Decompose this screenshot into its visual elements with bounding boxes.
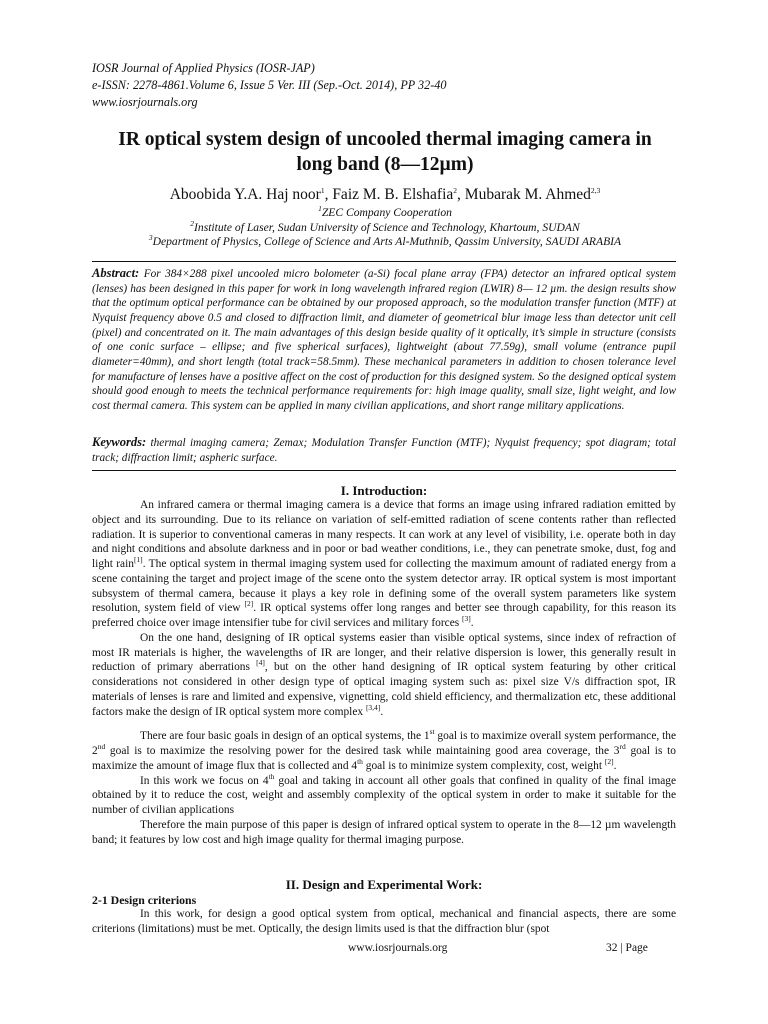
author-3-affil: 2,3: [590, 185, 601, 195]
citation[interactable]: [4]: [256, 658, 265, 668]
section-1-body: [92, 498, 676, 847]
abstract-text: For 384×288 pixel uncooled micro bolometer (a-Si) focal plane array (FPA) detector an infrared optical system (lenses) has been designed in this paper for work in long wavelength infrared region (LWIR) 8— 12 µm. the design results show that the optimum optical performance can be obtained by our proposed approach, so the modulation transfer function (MTF) at Nyquist frequency above 0.5 and closed to diffraction limit, and diameter of geometrical blur image less than detector unit cell (pixel) and concentrated on it. The main advantages of this design beside quality of it optically, it’s simple in structure (consists of one conic surface – ellipse; and five spherical surfaces), lightweight (about 77.59g), small volume (entrance pupil diameter=40mm), and short length (total track=58.5mm). These mechanical parameters in addition to chosen tolerance level for manufacture of lenses have a positive affect on the cost of production for this designed system. So the designed optical system should good enough to meets the technical performance requirements for: high image quality, small size, light weight, and low cost thermal camera. This system can be applied in many civilian applications, and short range military applications.: [92, 268, 676, 412]
author-1-affil: 1: [320, 185, 325, 195]
citation[interactable]: [3]: [462, 614, 471, 624]
paragraph: In this work we focus on 4th goal and taking in account all other goals that confined in quality of the final image obtained by it to reduce the cost, weight and assembly complexity of the optical system in order to make it suitable for the number of civilian applications: [92, 771, 676, 816]
section-2-heading: II. Design and Experimental Work:: [285, 877, 483, 892]
journal-issn: e-ISSN: 2278-4861.Volume 6, Issue 5 Ver. III (Sep.-Oct. 2014), PP 32-40: [92, 78, 447, 92]
author-list: [80, 185, 690, 205]
citation[interactable]: [1]: [133, 555, 143, 565]
abstract-bottom-rule: [92, 470, 676, 471]
author-3: , Mubarak M. Ahmed: [457, 186, 591, 203]
paper-title: [80, 127, 690, 177]
paragraph: On the one hand, designing of IR optical systems easier than visible optical systems, since index of refraction of most IR materials is higher, the wavelengths of IR are longer, and their relative dispersion is lower, this generally result in reduction of primary aberrations [4], but on the other hand designing of IR optical system featuring by other critical considerations not considered in other design type of optical imaging system such as: pixel size V/s diffraction spot, IR materials of lenses is rare and limited and expensive, vignetting, cold shield efficiency, and thermalization etc, these additional factors make the design of IR optical system more complex [3,4].: [92, 631, 676, 718]
affiliation-2: $^2$Institute of Laser, Sudan University of Science and Technology, Khartoum, SUDAN: [190, 218, 580, 234]
section-2-body: [92, 907, 676, 937]
journal-name: IOSR Journal of Applied Physics (IOSR-JAP): [92, 61, 315, 75]
keywords: [92, 435, 676, 465]
footer-url[interactable]: www.iosrjournals.org: [348, 942, 448, 954]
paragraph: An infrared camera or thermal imaging camera is a device that forms an image using infrared radiation emitted by object and its surrounding. Due to its reliance on variation of self-emitted radiation of scene contents rather than reflected radiation. It is superior to conventional cameras in many respects. It can work at any level of visibility, i.e. operate both in day and night conditions and absolute darkness and in poor or bad weather conditions, i.e., they can penetrate smoke, dust, fog and light rain[1]. The optical system in thermal imaging system used for collecting the maximum amount of radiated energy from a scene containing the target and project image of the scene onto the system detector array. IR optical system is most important subsystem of thermal camera, because it plays a key role in defining some of the overall system parameters like system resolution, system field of view [2]. IR optical systems offer long ranges and better see through capability, for this reason its preferred choice over image intensifier tube for civil services and military forces [3].: [92, 499, 677, 629]
paragraph: There are four basic goals in design of an optical systems, the 1st goal is to maximize overall system performance, the 2nd goal is to maximize the resolving power for the desired task while maintaining good area coverage, the 3rd goal is to maximize the amount of image flux that is collected and 4th goal is to minimize system complexity, cost, weight [2].: [92, 727, 676, 772]
citation[interactable]: [2]: [244, 599, 254, 609]
affiliations: [80, 206, 690, 250]
author-1: Aboobida Y.A. Haj noor: [169, 186, 321, 203]
paragraph: Therefore the main purpose of this paper is design of infrared optical system to operate in the 8—12 µm wavelength band; it features by low cost and high image quality for thermal imaging purpose.: [92, 818, 676, 846]
abstract-label: Abstract:: [92, 266, 140, 280]
subsection-heading: 2-1 Design criterions: [92, 893, 197, 907]
journal-url[interactable]: www.iosrjournals.org: [92, 95, 198, 109]
abstract: [92, 266, 676, 414]
author-2: , Faiz M. B. Elshafia: [324, 186, 454, 203]
section-1-heading: I. Introduction:: [340, 483, 428, 498]
abstract-top-rule: [92, 261, 676, 262]
author-2-affil: 2: [453, 185, 458, 195]
journal-header: [92, 60, 447, 111]
title-line-2: long band (8—12µm): [296, 154, 474, 175]
citation[interactable]: [2]: [604, 756, 614, 766]
keywords-text: thermal imaging camera; Zemax; Modulation Transfer Function (MTF); Nyquist frequency; spot diagram; total track; diffraction limit; aspheric surface.: [92, 437, 676, 464]
footer-page-number: 32 | Page: [606, 942, 648, 954]
affiliation-3: $^3$Department of Physics, College of Science and Arts Al-Muthnib, Qassim University, SAUDI ARABIA: [148, 233, 622, 248]
affiliation-1: $^1$ZEC Company Cooperation: [318, 204, 452, 219]
title-line-1: IR optical system design of uncooled thermal imaging camera in: [118, 129, 652, 150]
keywords-label: Keywords:: [92, 435, 147, 449]
citation[interactable]: [3,4]: [365, 702, 381, 712]
paragraph: In this work, for design a good optical system from optical, mechanical and financial aspects, there are some criterions (limitations) must be met. Optically, the design limits used is that the diffraction blur (spot: [92, 908, 676, 935]
